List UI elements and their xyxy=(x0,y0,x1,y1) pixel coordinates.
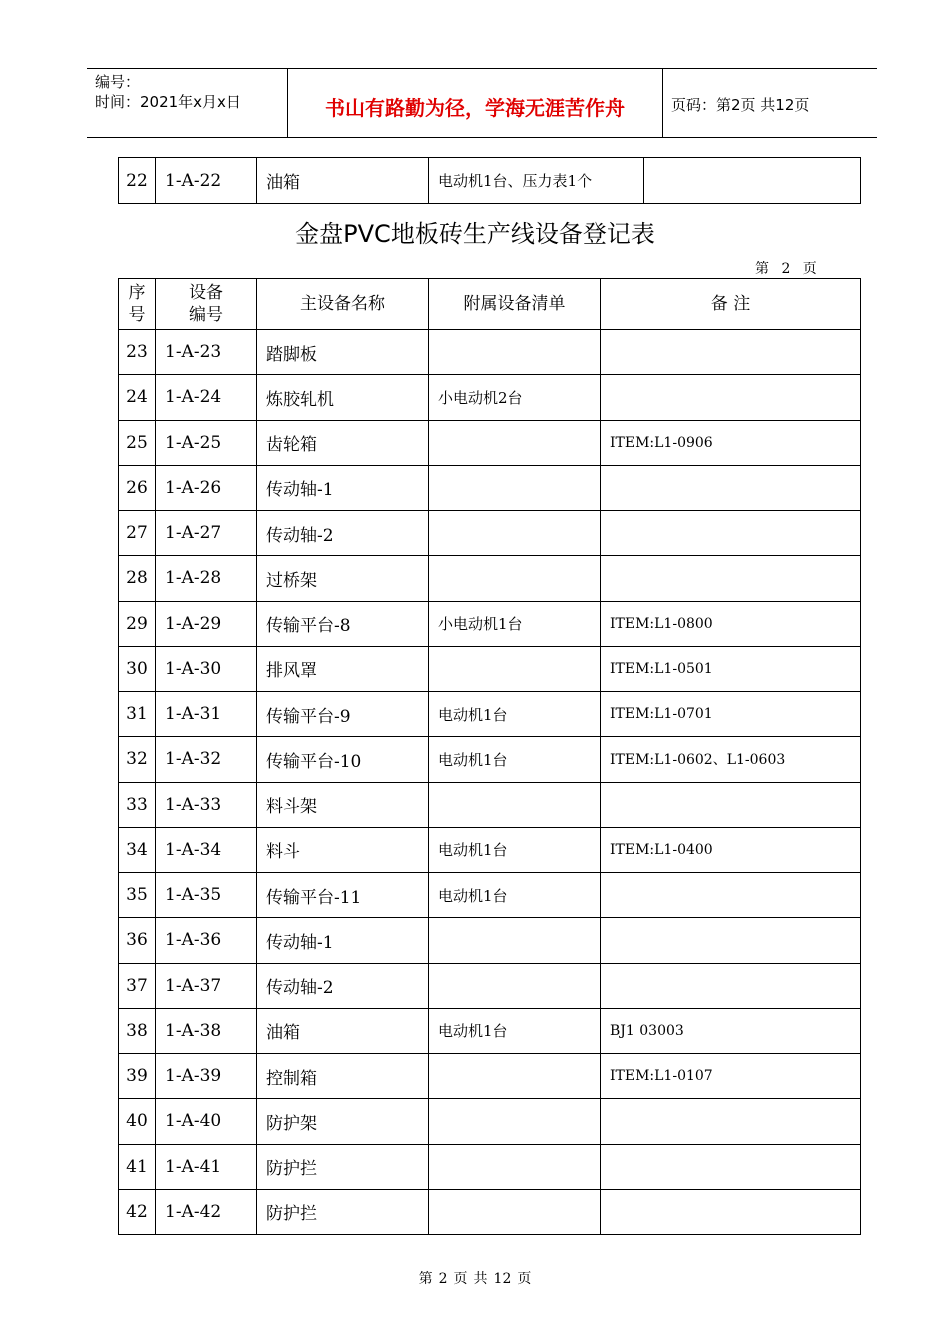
row-number: 29 xyxy=(119,601,156,646)
footer-text: 第 xyxy=(418,1271,433,1287)
header-page-label: 页码：第2页 共12页 xyxy=(671,96,810,114)
row-number: 39 xyxy=(119,1054,156,1099)
equipment-code: 1-A-27 xyxy=(156,511,257,556)
row-number: 22 xyxy=(119,158,156,204)
table-row xyxy=(119,873,861,918)
equipment-name: 传输平台-10 xyxy=(257,737,429,782)
remarks xyxy=(601,511,861,556)
equipment-name: 传输平台-9 xyxy=(257,692,429,737)
accessory-list: 电动机1台 xyxy=(429,827,601,872)
accessory-list xyxy=(429,465,601,510)
carryover-table xyxy=(118,157,861,204)
accessory-list: 小电动机2台 xyxy=(429,375,601,420)
accessory-list: 电动机1台 xyxy=(429,1008,601,1053)
page-indicator: 第 2 页 xyxy=(755,261,817,277)
table-row xyxy=(119,601,861,646)
motto-text: 书山有路勤为径，学海无涯苦作舟 xyxy=(325,96,625,120)
table-row xyxy=(119,1144,861,1189)
accessory-list: 电动机1台 xyxy=(429,737,601,782)
equipment-code: 1-A-34 xyxy=(156,827,257,872)
remarks: ITEM:L1-0602、L1-0603 xyxy=(601,737,861,782)
remarks: ITEM:L1-0501 xyxy=(601,646,861,691)
table-row xyxy=(119,737,861,782)
remarks xyxy=(601,963,861,1008)
equipment-code: 1-A-38 xyxy=(156,1008,257,1053)
equipment-name: 油箱 xyxy=(257,158,429,204)
remarks xyxy=(644,158,861,204)
table-header-row xyxy=(119,279,861,330)
remarks xyxy=(601,873,861,918)
header-text: 设备 xyxy=(189,283,223,303)
equipment-code: 1-A-24 xyxy=(156,375,257,420)
equipment-name: 防护拦 xyxy=(257,1189,429,1234)
equipment-name: 踏脚板 xyxy=(257,330,429,375)
row-number: 42 xyxy=(119,1189,156,1234)
row-number: 30 xyxy=(119,646,156,691)
remarks: ITEM:L1-0107 xyxy=(601,1054,861,1099)
header-text: 序 xyxy=(128,283,146,303)
header-meta-cell xyxy=(87,69,287,137)
equipment-code: 1-A-32 xyxy=(156,737,257,782)
equipment-name: 控制箱 xyxy=(257,1054,429,1099)
accessory-list xyxy=(429,420,601,465)
column-header-name: 主设备名称 xyxy=(257,279,429,330)
equipment-name: 料斗架 xyxy=(257,782,429,827)
equipment-name: 传动轴-1 xyxy=(257,465,429,510)
accessory-list: 小电动机1台 xyxy=(429,601,601,646)
remarks: ITEM:L1-0906 xyxy=(601,420,861,465)
table-row xyxy=(119,375,861,420)
table-row xyxy=(119,556,861,601)
accessory-list xyxy=(429,556,601,601)
remarks xyxy=(601,465,861,510)
header-text: 编号 xyxy=(189,305,223,325)
accessory-list xyxy=(429,511,601,556)
row-number: 41 xyxy=(119,1144,156,1189)
header-motto-cell xyxy=(287,69,663,137)
accessory-list: 电动机1台 xyxy=(429,873,601,918)
accessory-list xyxy=(429,1054,601,1099)
equipment-code: 1-A-35 xyxy=(156,873,257,918)
table-row xyxy=(119,692,861,737)
equipment-name: 传输平台-11 xyxy=(257,873,429,918)
accessory-list xyxy=(429,782,601,827)
table-row xyxy=(119,1054,861,1099)
row-number: 26 xyxy=(119,465,156,510)
time-label: 时间：2021年x月x日 xyxy=(95,93,241,111)
accessory-list xyxy=(429,918,601,963)
equipment-code: 1-A-23 xyxy=(156,330,257,375)
equipment-name: 炼胶轧机 xyxy=(257,375,429,420)
row-number: 28 xyxy=(119,556,156,601)
equipment-name: 排风罩 xyxy=(257,646,429,691)
equipment-name: 料斗 xyxy=(257,827,429,872)
equipment-code: 1-A-40 xyxy=(156,1099,257,1144)
remarks: ITEM:L1-0800 xyxy=(601,601,861,646)
accessory-list xyxy=(429,963,601,1008)
table-row xyxy=(119,158,861,204)
table-row xyxy=(119,963,861,1008)
row-number: 38 xyxy=(119,1008,156,1053)
table-row xyxy=(119,827,861,872)
accessory-list: 电动机1台、压力表1个 xyxy=(429,158,644,204)
table-row xyxy=(119,1008,861,1053)
remarks xyxy=(601,1144,861,1189)
table-row xyxy=(119,1099,861,1144)
document-header xyxy=(87,68,877,138)
equipment-name: 防护拦 xyxy=(257,1144,429,1189)
row-number: 37 xyxy=(119,963,156,1008)
footer-current-page: 2 xyxy=(438,1271,448,1287)
page-footer xyxy=(0,1268,950,1288)
equipment-name: 过桥架 xyxy=(257,556,429,601)
remarks xyxy=(601,1099,861,1144)
table-row xyxy=(119,782,861,827)
equipment-code: 1-A-28 xyxy=(156,556,257,601)
equipment-code: 1-A-31 xyxy=(156,692,257,737)
footer-total-pages: 12 xyxy=(493,1271,512,1287)
column-header-remarks: 备 注 xyxy=(601,279,861,330)
equipment-code: 1-A-30 xyxy=(156,646,257,691)
footer-text: 共 xyxy=(473,1271,488,1287)
row-number: 31 xyxy=(119,692,156,737)
accessory-list xyxy=(429,330,601,375)
row-number: 25 xyxy=(119,420,156,465)
equipment-name: 传输平台-8 xyxy=(257,601,429,646)
remarks xyxy=(601,556,861,601)
table-row xyxy=(119,918,861,963)
equipment-code: 1-A-42 xyxy=(156,1189,257,1234)
equipment-name: 传动轴-1 xyxy=(257,918,429,963)
equipment-name: 传动轴-2 xyxy=(257,963,429,1008)
equipment-name: 防护架 xyxy=(257,1099,429,1144)
accessory-list xyxy=(429,1099,601,1144)
remarks xyxy=(601,330,861,375)
table-row xyxy=(119,511,861,556)
table-row xyxy=(119,646,861,691)
remarks: BJ1 03003 xyxy=(601,1008,861,1053)
equipment-code: 1-A-41 xyxy=(156,1144,257,1189)
accessory-list xyxy=(429,1144,601,1189)
row-number: 27 xyxy=(119,511,156,556)
equipment-code: 1-A-36 xyxy=(156,918,257,963)
document-title: 金盘PVC地板砖生产线设备登记表 xyxy=(295,220,655,248)
table-row xyxy=(119,465,861,510)
equipment-code: 1-A-39 xyxy=(156,1054,257,1099)
remarks xyxy=(601,1189,861,1234)
row-number: 24 xyxy=(119,375,156,420)
accessory-list: 电动机1台 xyxy=(429,692,601,737)
remarks: ITEM:L1-0400 xyxy=(601,827,861,872)
code-label: 编号： xyxy=(95,73,141,91)
footer-text: 页 xyxy=(453,1271,468,1287)
column-header-accessories: 附属设备清单 xyxy=(429,279,601,330)
remarks xyxy=(601,375,861,420)
header-text: 号 xyxy=(128,305,146,325)
accessory-list xyxy=(429,1189,601,1234)
row-number: 34 xyxy=(119,827,156,872)
row-number: 32 xyxy=(119,737,156,782)
column-header-code xyxy=(156,279,257,330)
row-number: 36 xyxy=(119,918,156,963)
remarks xyxy=(601,782,861,827)
equipment-code: 1-A-22 xyxy=(156,158,257,204)
row-number: 35 xyxy=(119,873,156,918)
equipment-code: 1-A-29 xyxy=(156,601,257,646)
equipment-code: 1-A-25 xyxy=(156,420,257,465)
table-row xyxy=(119,1189,861,1234)
table-row xyxy=(119,420,861,465)
equipment-code: 1-A-33 xyxy=(156,782,257,827)
header-page-cell xyxy=(663,69,877,137)
remarks: ITEM:L1-0701 xyxy=(601,692,861,737)
footer-text: 页 xyxy=(517,1271,532,1287)
accessory-list xyxy=(429,646,601,691)
equipment-table xyxy=(118,278,861,1235)
column-header-number xyxy=(119,279,156,330)
equipment-code: 1-A-26 xyxy=(156,465,257,510)
equipment-name: 油箱 xyxy=(257,1008,429,1053)
row-number: 40 xyxy=(119,1099,156,1144)
row-number: 33 xyxy=(119,782,156,827)
equipment-name: 传动轴-2 xyxy=(257,511,429,556)
row-number: 23 xyxy=(119,330,156,375)
remarks xyxy=(601,918,861,963)
equipment-name: 齿轮箱 xyxy=(257,420,429,465)
table-row xyxy=(119,330,861,375)
equipment-code: 1-A-37 xyxy=(156,963,257,1008)
